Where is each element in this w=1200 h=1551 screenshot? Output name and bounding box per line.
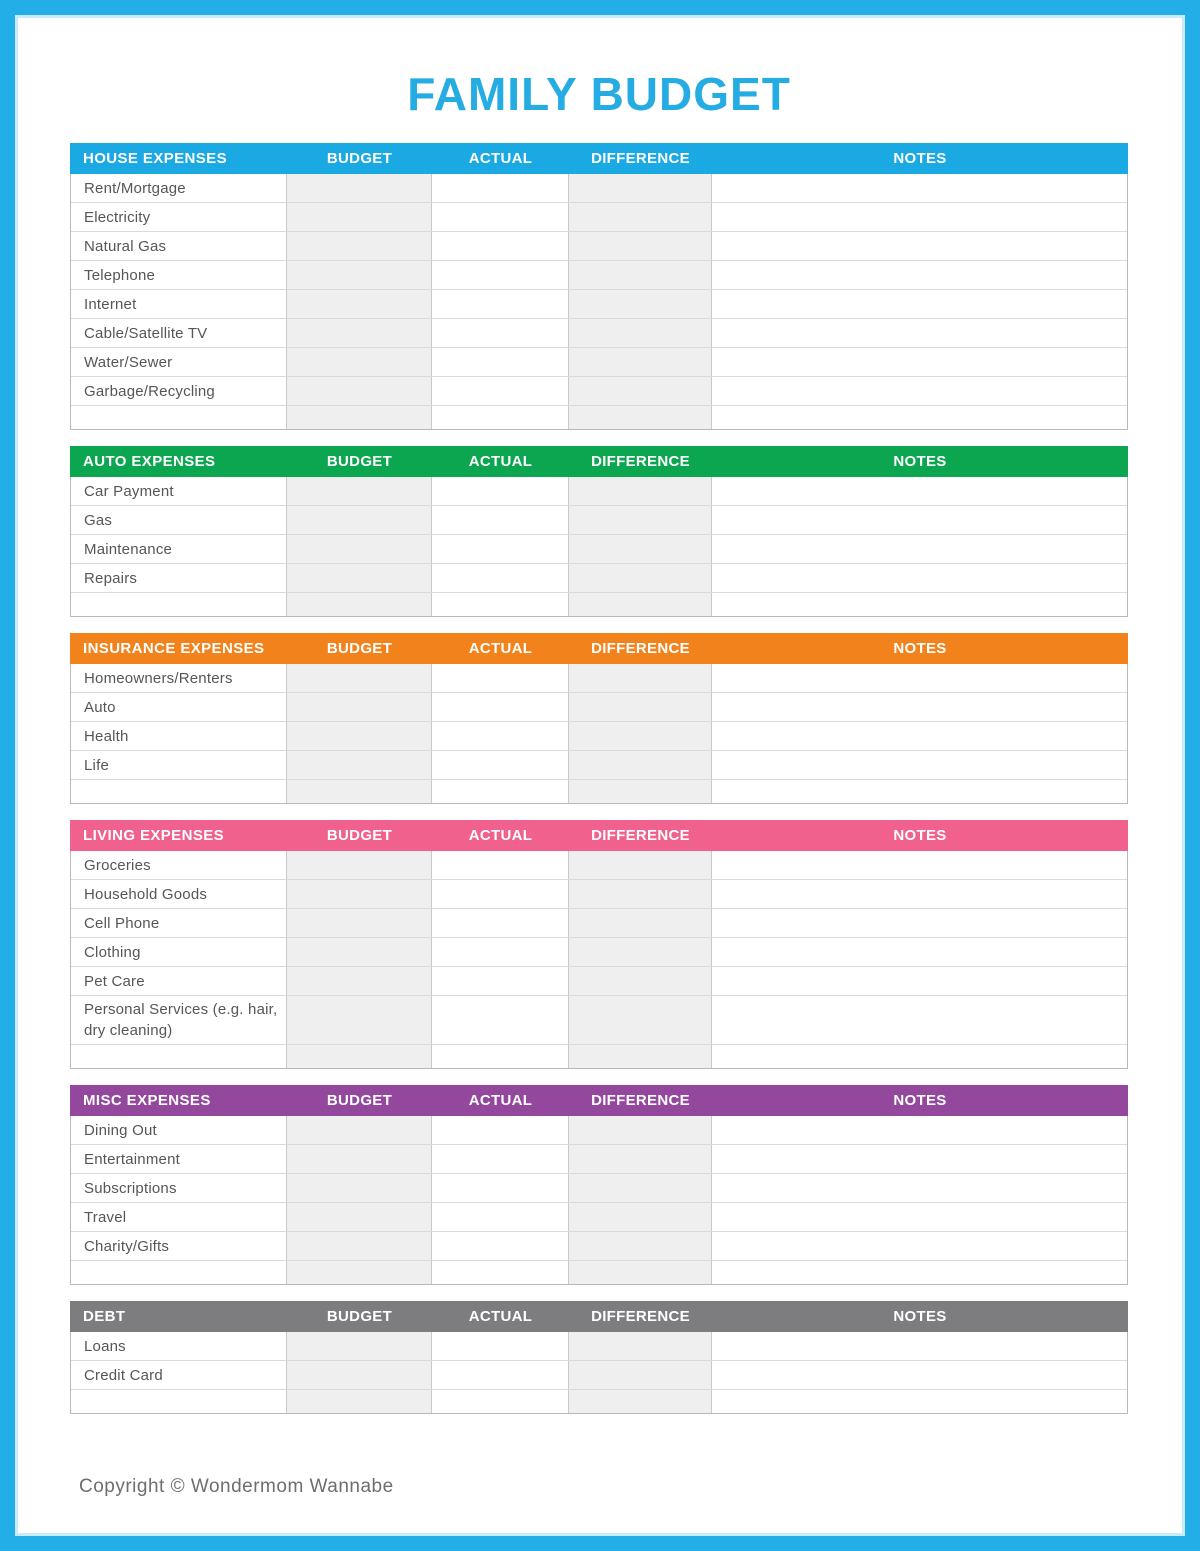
budget-cell xyxy=(287,290,432,318)
budget-cell xyxy=(287,851,432,879)
budget-cell xyxy=(287,1390,432,1413)
budget-page xyxy=(15,15,1185,1536)
actual-cell xyxy=(432,564,569,592)
section-header-row xyxy=(70,820,1128,851)
difference-cell xyxy=(569,1390,712,1413)
expense-label xyxy=(71,1261,287,1284)
notes-cell xyxy=(712,1261,1127,1284)
difference-cell xyxy=(569,967,712,995)
actual-cell xyxy=(432,664,569,692)
notes-cell xyxy=(712,348,1127,376)
difference-cell xyxy=(569,1045,712,1068)
section-auto-expenses xyxy=(70,446,1128,617)
notes-cell xyxy=(712,319,1127,347)
expense-row xyxy=(71,477,1127,506)
section-body xyxy=(70,664,1128,804)
budget-cell xyxy=(287,1045,432,1068)
difference-cell xyxy=(569,203,712,231)
expense-row xyxy=(71,564,1127,593)
section-title: AUTO EXPENSES xyxy=(83,453,216,470)
expense-row xyxy=(71,1232,1127,1261)
actual-cell xyxy=(432,232,569,260)
page-title: FAMILY BUDGET xyxy=(407,68,791,120)
expense-row xyxy=(71,909,1127,938)
expense-row xyxy=(71,967,1127,996)
expense-row xyxy=(71,1261,1127,1284)
expense-label: Auto xyxy=(71,693,287,721)
budget-cell xyxy=(287,1361,432,1389)
column-header-difference: DIFFERENCE xyxy=(591,150,690,167)
budget-cell xyxy=(287,880,432,908)
budget-cell xyxy=(287,232,432,260)
expense-row xyxy=(71,1145,1127,1174)
column-header-actual: ACTUAL xyxy=(468,150,533,167)
actual-cell xyxy=(432,1332,569,1360)
expense-row xyxy=(71,1361,1127,1390)
section-header-row xyxy=(70,1085,1128,1116)
difference-cell xyxy=(569,506,712,534)
expense-label: Natural Gas xyxy=(71,232,287,260)
difference-cell xyxy=(569,406,712,429)
expense-label: Credit Card xyxy=(71,1361,287,1389)
expense-label: Groceries xyxy=(71,851,287,879)
expense-label xyxy=(71,593,287,616)
section-title: HOUSE EXPENSES xyxy=(83,150,227,167)
difference-cell xyxy=(569,1261,712,1284)
notes-cell xyxy=(712,406,1127,429)
difference-cell xyxy=(569,319,712,347)
column-header-budget: BUDGET xyxy=(326,827,393,844)
expense-label xyxy=(71,1390,287,1413)
notes-cell xyxy=(712,1390,1127,1413)
column-header-difference: DIFFERENCE xyxy=(591,1308,690,1325)
column-header-actual: ACTUAL xyxy=(468,1308,533,1325)
budget-cell xyxy=(287,751,432,779)
notes-cell xyxy=(712,290,1127,318)
expense-row xyxy=(71,880,1127,909)
expense-label: Subscriptions xyxy=(71,1174,287,1202)
notes-cell xyxy=(712,909,1127,937)
column-header-budget: BUDGET xyxy=(326,150,393,167)
expense-label: Personal Services (e.g. hair, dry cleaning) xyxy=(71,996,287,1044)
budget-cell xyxy=(287,1174,432,1202)
difference-cell xyxy=(569,564,712,592)
expense-row xyxy=(71,232,1127,261)
expense-label xyxy=(71,1045,287,1068)
section-title: MISC EXPENSES xyxy=(83,1092,211,1109)
actual-cell xyxy=(432,506,569,534)
actual-cell xyxy=(432,1261,569,1284)
notes-cell xyxy=(712,1116,1127,1144)
section-body xyxy=(70,1116,1128,1285)
section-house-expenses xyxy=(70,143,1128,430)
expense-row xyxy=(71,348,1127,377)
expense-label: Dining Out xyxy=(71,1116,287,1144)
expense-label: Cell Phone xyxy=(71,909,287,937)
column-header-budget: BUDGET xyxy=(326,1308,393,1325)
section-title: LIVING EXPENSES xyxy=(83,827,225,844)
difference-cell xyxy=(569,1116,712,1144)
section-header-row xyxy=(70,143,1128,174)
actual-cell xyxy=(432,1232,569,1260)
expense-label: Life xyxy=(71,751,287,779)
column-header-notes: NOTES xyxy=(893,827,947,844)
difference-cell xyxy=(569,880,712,908)
expense-label: Electricity xyxy=(71,203,287,231)
budget-cell xyxy=(287,203,432,231)
expense-label: Garbage/Recycling xyxy=(71,377,287,405)
actual-cell xyxy=(432,1116,569,1144)
expense-label: Clothing xyxy=(71,938,287,966)
actual-cell xyxy=(432,377,569,405)
expense-row xyxy=(71,406,1127,429)
notes-cell xyxy=(712,880,1127,908)
section-title: INSURANCE EXPENSES xyxy=(83,640,265,657)
expense-label: Telephone xyxy=(71,261,287,289)
difference-cell xyxy=(569,780,712,803)
column-header-difference: DIFFERENCE xyxy=(591,640,690,657)
budget-cell xyxy=(287,693,432,721)
section-body xyxy=(70,851,1128,1069)
expense-row xyxy=(71,319,1127,348)
column-header-budget: BUDGET xyxy=(326,453,393,470)
actual-cell xyxy=(432,722,569,750)
notes-cell xyxy=(712,377,1127,405)
expense-row xyxy=(71,535,1127,564)
budget-cell xyxy=(287,174,432,202)
difference-cell xyxy=(569,693,712,721)
budget-cell xyxy=(287,996,432,1044)
notes-cell xyxy=(712,1203,1127,1231)
actual-cell xyxy=(432,535,569,563)
budget-cell xyxy=(287,909,432,937)
budget-cell xyxy=(287,348,432,376)
column-header-difference: DIFFERENCE xyxy=(591,1092,690,1109)
budget-cell xyxy=(287,564,432,592)
budget-cell xyxy=(287,1332,432,1360)
section-header-row xyxy=(70,446,1128,477)
expense-row xyxy=(71,851,1127,880)
difference-cell xyxy=(569,1203,712,1231)
expense-row xyxy=(71,593,1127,616)
expense-row xyxy=(71,1390,1127,1413)
expense-row xyxy=(71,1116,1127,1145)
difference-cell xyxy=(569,348,712,376)
difference-cell xyxy=(569,1361,712,1389)
actual-cell xyxy=(432,780,569,803)
difference-cell xyxy=(569,593,712,616)
column-header-difference: DIFFERENCE xyxy=(591,453,690,470)
budget-cell xyxy=(287,377,432,405)
expense-label: Health xyxy=(71,722,287,750)
column-header-notes: NOTES xyxy=(893,1092,947,1109)
actual-cell xyxy=(432,406,569,429)
budget-cell xyxy=(287,780,432,803)
actual-cell xyxy=(432,1045,569,1068)
difference-cell xyxy=(569,1174,712,1202)
column-header-actual: ACTUAL xyxy=(468,827,533,844)
section-body xyxy=(70,174,1128,430)
actual-cell xyxy=(432,880,569,908)
expense-label xyxy=(71,780,287,803)
section-header-row xyxy=(70,633,1128,664)
budget-cell xyxy=(287,261,432,289)
expense-label: Homeowners/Renters xyxy=(71,664,287,692)
expense-row xyxy=(71,780,1127,803)
difference-cell xyxy=(569,751,712,779)
budget-cell xyxy=(287,535,432,563)
budget-cell xyxy=(287,967,432,995)
expense-label: Water/Sewer xyxy=(71,348,287,376)
expense-label: Household Goods xyxy=(71,880,287,908)
notes-cell xyxy=(712,477,1127,505)
tables-container xyxy=(70,143,1128,1414)
difference-cell xyxy=(569,909,712,937)
expense-row xyxy=(71,664,1127,693)
actual-cell xyxy=(432,1390,569,1413)
notes-cell xyxy=(712,1045,1127,1068)
difference-cell xyxy=(569,664,712,692)
expense-label: Loans xyxy=(71,1332,287,1360)
notes-cell xyxy=(712,967,1127,995)
budget-cell xyxy=(287,477,432,505)
difference-cell xyxy=(569,377,712,405)
difference-cell xyxy=(569,1145,712,1173)
expense-row xyxy=(71,693,1127,722)
expense-label xyxy=(71,406,287,429)
actual-cell xyxy=(432,593,569,616)
column-header-actual: ACTUAL xyxy=(468,640,533,657)
difference-cell xyxy=(569,477,712,505)
expense-row xyxy=(71,174,1127,203)
expense-row xyxy=(71,938,1127,967)
budget-cell xyxy=(287,1116,432,1144)
section-insurance-expenses xyxy=(70,633,1128,804)
notes-cell xyxy=(712,851,1127,879)
actual-cell xyxy=(432,1203,569,1231)
budget-cell xyxy=(287,1261,432,1284)
column-header-notes: NOTES xyxy=(893,453,947,470)
expense-row xyxy=(71,1174,1127,1203)
section-misc-expenses xyxy=(70,1085,1128,1285)
expense-row xyxy=(71,203,1127,232)
expense-label: Entertainment xyxy=(71,1145,287,1173)
column-header-actual: ACTUAL xyxy=(468,453,533,470)
difference-cell xyxy=(569,938,712,966)
actual-cell xyxy=(432,203,569,231)
notes-cell xyxy=(712,232,1127,260)
section-body xyxy=(70,1332,1128,1414)
column-header-budget: BUDGET xyxy=(326,1092,393,1109)
notes-cell xyxy=(712,1332,1127,1360)
budget-cell xyxy=(287,319,432,347)
expense-label: Travel xyxy=(71,1203,287,1231)
actual-cell xyxy=(432,1145,569,1173)
budget-cell xyxy=(287,1203,432,1231)
actual-cell xyxy=(432,693,569,721)
notes-cell xyxy=(712,593,1127,616)
expense-row xyxy=(71,506,1127,535)
difference-cell xyxy=(569,851,712,879)
notes-cell xyxy=(712,780,1127,803)
column-header-budget: BUDGET xyxy=(326,640,393,657)
notes-cell xyxy=(712,564,1127,592)
expense-label: Gas xyxy=(71,506,287,534)
section-living-expenses xyxy=(70,820,1128,1069)
notes-cell xyxy=(712,1145,1127,1173)
column-header-notes: NOTES xyxy=(893,640,947,657)
difference-cell xyxy=(569,232,712,260)
difference-cell xyxy=(569,1332,712,1360)
notes-cell xyxy=(712,1174,1127,1202)
expense-row xyxy=(71,1203,1127,1232)
actual-cell xyxy=(432,909,569,937)
actual-cell xyxy=(432,290,569,318)
section-title: DEBT xyxy=(83,1308,126,1325)
budget-cell xyxy=(287,722,432,750)
expense-row xyxy=(71,1045,1127,1068)
notes-cell xyxy=(712,1361,1127,1389)
notes-cell xyxy=(712,203,1127,231)
notes-cell xyxy=(712,535,1127,563)
notes-cell xyxy=(712,722,1127,750)
expense-label: Charity/Gifts xyxy=(71,1232,287,1260)
column-header-notes: NOTES xyxy=(893,150,947,167)
section-header-row xyxy=(70,1301,1128,1332)
expense-row xyxy=(71,1332,1127,1361)
notes-cell xyxy=(712,996,1127,1044)
budget-cell xyxy=(287,664,432,692)
actual-cell xyxy=(432,996,569,1044)
budget-cell xyxy=(287,938,432,966)
actual-cell xyxy=(432,1174,569,1202)
actual-cell xyxy=(432,348,569,376)
actual-cell xyxy=(432,751,569,779)
expense-row xyxy=(71,722,1127,751)
budget-cell xyxy=(287,1145,432,1173)
expense-label: Pet Care xyxy=(71,967,287,995)
notes-cell xyxy=(712,506,1127,534)
column-header-actual: ACTUAL xyxy=(468,1092,533,1109)
difference-cell xyxy=(569,996,712,1044)
expense-label: Maintenance xyxy=(71,535,287,563)
expense-label: Repairs xyxy=(71,564,287,592)
expense-row xyxy=(71,377,1127,406)
budget-cell xyxy=(287,593,432,616)
notes-cell xyxy=(712,664,1127,692)
difference-cell xyxy=(569,1232,712,1260)
difference-cell xyxy=(569,290,712,318)
notes-cell xyxy=(712,1232,1127,1260)
notes-cell xyxy=(712,693,1127,721)
actual-cell xyxy=(432,174,569,202)
notes-cell xyxy=(712,938,1127,966)
difference-cell xyxy=(569,261,712,289)
section-body xyxy=(70,477,1128,617)
actual-cell xyxy=(432,261,569,289)
notes-cell xyxy=(712,751,1127,779)
actual-cell xyxy=(432,477,569,505)
column-header-difference: DIFFERENCE xyxy=(591,827,690,844)
actual-cell xyxy=(432,938,569,966)
budget-cell xyxy=(287,1232,432,1260)
expense-label: Cable/Satellite TV xyxy=(71,319,287,347)
column-header-notes: NOTES xyxy=(893,1308,947,1325)
expense-row xyxy=(71,996,1127,1045)
notes-cell xyxy=(712,261,1127,289)
expense-row xyxy=(71,261,1127,290)
expense-row xyxy=(71,290,1127,319)
actual-cell xyxy=(432,851,569,879)
section-debt xyxy=(70,1301,1128,1414)
actual-cell xyxy=(432,319,569,347)
actual-cell xyxy=(432,967,569,995)
copyright-text: Copyright © Wondermom Wannabe xyxy=(79,1476,394,1497)
expense-label: Car Payment xyxy=(71,477,287,505)
notes-cell xyxy=(712,174,1127,202)
expense-label: Rent/Mortgage xyxy=(71,174,287,202)
difference-cell xyxy=(569,174,712,202)
difference-cell xyxy=(569,722,712,750)
difference-cell xyxy=(569,535,712,563)
budget-cell xyxy=(287,506,432,534)
expense-label: Internet xyxy=(71,290,287,318)
budget-cell xyxy=(287,406,432,429)
expense-row xyxy=(71,751,1127,780)
actual-cell xyxy=(432,1361,569,1389)
